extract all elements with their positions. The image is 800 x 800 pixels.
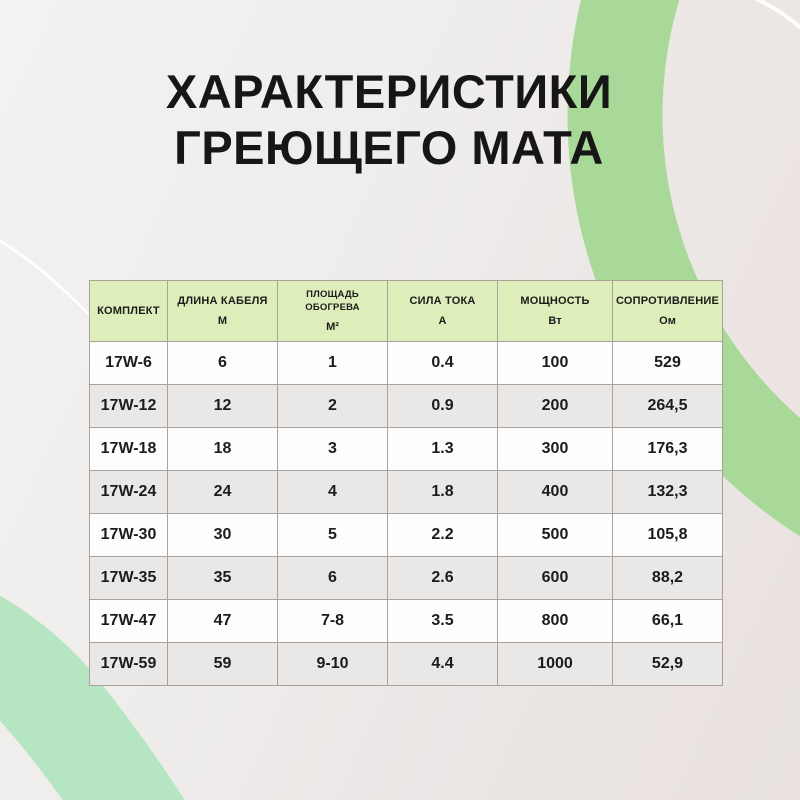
table-cell: 1 bbox=[278, 342, 388, 385]
title-line-1: ХАРАКТЕРИСТИКИ bbox=[165, 65, 613, 118]
table-cell: 47 bbox=[168, 600, 278, 643]
col-header-label: ПЛОЩАДЬ ОБОГРЕВА bbox=[305, 289, 360, 313]
table-row bbox=[90, 600, 723, 643]
col-header-unit: Ом bbox=[659, 314, 676, 327]
col-header-unit: М bbox=[217, 314, 228, 327]
model-cell: 17W-47 bbox=[90, 600, 168, 643]
table-row bbox=[90, 471, 723, 514]
table-cell: 800 bbox=[498, 600, 613, 643]
table-cell: 6 bbox=[168, 342, 278, 385]
table-cell: 300 bbox=[498, 428, 613, 471]
col-header-label: СИЛА ТОКА bbox=[409, 294, 476, 307]
table-cell: 66,1 bbox=[613, 600, 723, 643]
model-cell: 17W-59 bbox=[90, 643, 168, 686]
page-title bbox=[0, 64, 789, 176]
table-cell: 105,8 bbox=[613, 514, 723, 557]
table-cell: 1.3 bbox=[388, 428, 498, 471]
col-header-label: СОПРОТИВЛЕНИЕ bbox=[615, 294, 720, 307]
col-header-power bbox=[498, 281, 613, 342]
table-cell: 6 bbox=[278, 557, 388, 600]
table-row bbox=[90, 557, 723, 600]
table-row bbox=[90, 342, 723, 385]
table-cell: 2 bbox=[278, 385, 388, 428]
table-cell: 600 bbox=[498, 557, 613, 600]
table-cell: 264,5 bbox=[613, 385, 723, 428]
table-cell: 7-8 bbox=[278, 600, 388, 643]
col-header-label: КОМПЛЕКТ bbox=[97, 304, 160, 317]
model-cell: 17W-18 bbox=[90, 428, 168, 471]
table-cell: 5 bbox=[278, 514, 388, 557]
table-cell: 12 bbox=[168, 385, 278, 428]
table-cell: 2.6 bbox=[388, 557, 498, 600]
table-cell: 500 bbox=[498, 514, 613, 557]
table-cell: 100 bbox=[498, 342, 613, 385]
table-cell: 0.9 bbox=[388, 385, 498, 428]
model-cell: 17W-30 bbox=[90, 514, 168, 557]
table-cell: 176,3 bbox=[613, 428, 723, 471]
col-header-current bbox=[388, 281, 498, 342]
table-row bbox=[90, 643, 723, 686]
table-cell: 4.4 bbox=[388, 643, 498, 686]
table-cell: 59 bbox=[168, 643, 278, 686]
table-cell: 200 bbox=[498, 385, 613, 428]
col-header-unit: А bbox=[438, 314, 447, 327]
model-cell: 17W-35 bbox=[90, 557, 168, 600]
col-header-unit: М² bbox=[326, 321, 339, 333]
table-cell: 35 bbox=[168, 557, 278, 600]
table-cell: 132,3 bbox=[613, 471, 723, 514]
col-header-heating-area bbox=[278, 281, 388, 342]
table-cell: 529 bbox=[613, 342, 723, 385]
white-arc-left bbox=[0, 238, 94, 320]
table-cell: 400 bbox=[498, 471, 613, 514]
table-row bbox=[90, 428, 723, 471]
model-cell: 17W-12 bbox=[90, 385, 168, 428]
col-header-komplekt bbox=[90, 281, 168, 342]
table-row bbox=[90, 385, 723, 428]
table-cell: 1000 bbox=[498, 643, 613, 686]
spec-table bbox=[89, 280, 723, 686]
table-cell: 0.4 bbox=[388, 342, 498, 385]
table-cell: 18 bbox=[168, 428, 278, 471]
table-row bbox=[90, 514, 723, 557]
table-cell: 2.2 bbox=[388, 514, 498, 557]
col-header-unit: Вт bbox=[548, 314, 562, 327]
title-line-2: ГРЕЮЩЕГО МАТА bbox=[174, 121, 604, 174]
table-cell: 9-10 bbox=[278, 643, 388, 686]
table-cell: 1.8 bbox=[388, 471, 498, 514]
table-cell: 24 bbox=[168, 471, 278, 514]
header-row bbox=[90, 281, 723, 342]
col-header-label: МОЩНОСТЬ bbox=[520, 294, 590, 307]
table-cell: 3.5 bbox=[388, 600, 498, 643]
table-cell: 4 bbox=[278, 471, 388, 514]
table-cell: 52,9 bbox=[613, 643, 723, 686]
model-cell: 17W-24 bbox=[90, 471, 168, 514]
model-cell: 17W-6 bbox=[90, 342, 168, 385]
col-header-label: ДЛИНА КАБЕЛЯ bbox=[177, 294, 268, 307]
col-header-cable-length bbox=[168, 281, 278, 342]
col-header-resistance bbox=[613, 281, 723, 342]
table-cell: 3 bbox=[278, 428, 388, 471]
table-cell: 88,2 bbox=[613, 557, 723, 600]
table-cell: 30 bbox=[168, 514, 278, 557]
